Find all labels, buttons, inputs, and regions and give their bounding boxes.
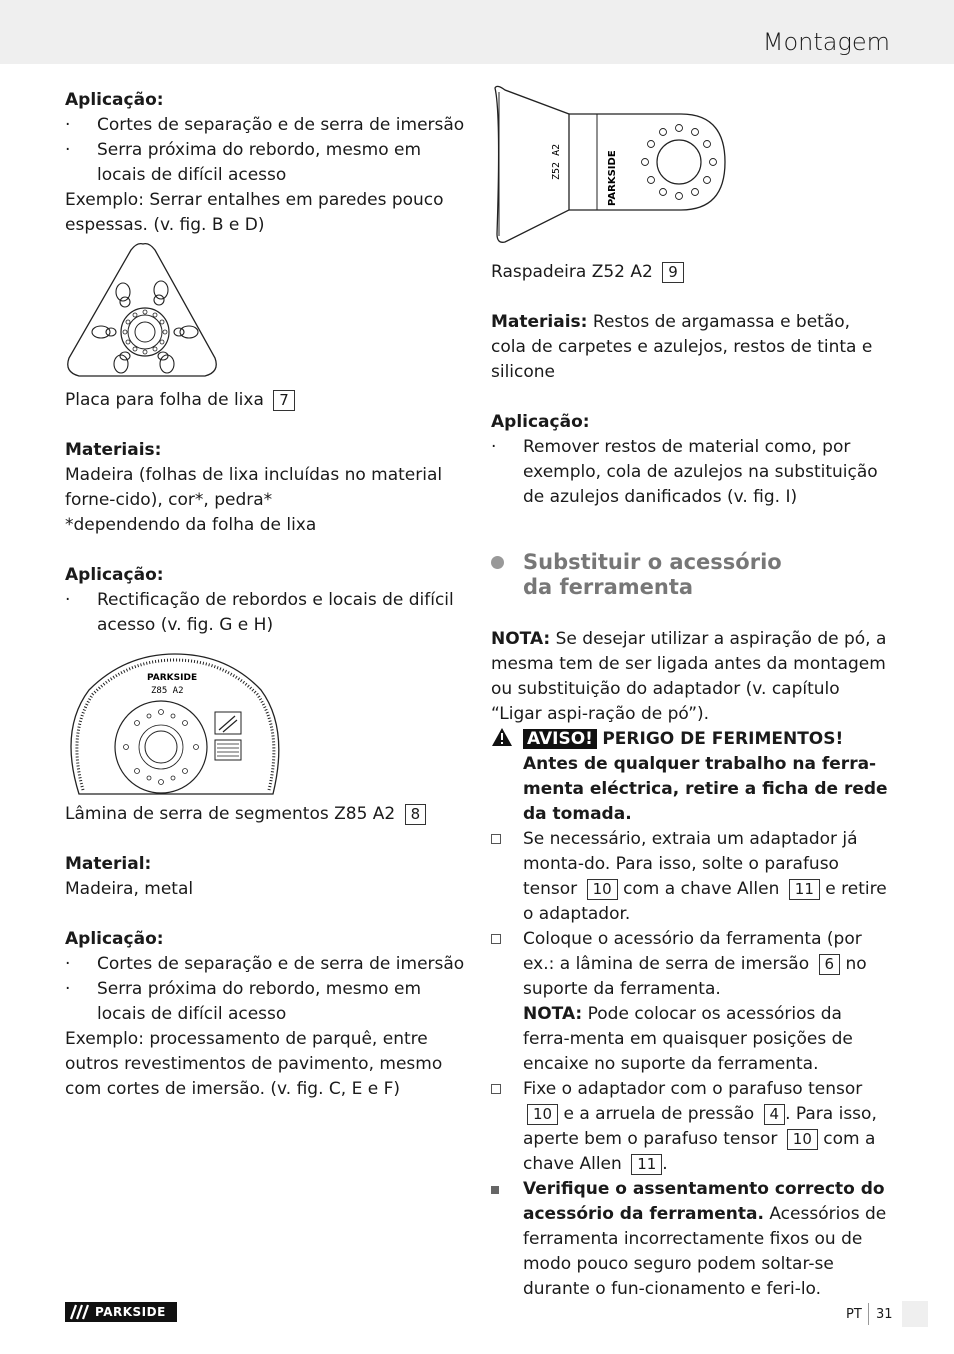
left-column [65,88,465,1102]
bullet-dot-icon [491,556,504,569]
figure-number: 9 [662,262,684,283]
footnote-text: *dependendo da folha de lixa [65,515,317,535]
heading-application-2: Aplicação: [65,565,164,585]
figure-caption-7: Placa para folha de lixa 7 [65,388,465,413]
page-title: Montagem [762,28,890,56]
right-column [491,84,889,1302]
sanding-plate-icon [65,240,225,388]
figure-caption-9: Raspadeira Z52 A2 9 [491,260,889,285]
heading-application-3: Aplicação: [65,929,164,949]
brand-logo: PARKSIDE [65,1302,177,1322]
list-item: · Cortes de separação e de serra de imersão [65,954,465,974]
figure-number: 7 [273,390,295,411]
list-item: Fixe o adaptador com o parafuso tensor 10 e a arruela de pressão 4 . Para isso, aperte bem o parafuso tensor 10 com a chave Allen 11 . [491,1077,889,1177]
example-text-1: Exemplo: Serrar entalhes em paredes pouco espessas. (v. fig. B e D) [65,190,444,235]
materials-paragraph: Materiais: Restos de argamassa e betão, cola de carpetes e azulejos, restos de tinta e silicone [491,312,873,382]
note-paragraph: NOTA: Se desejar utilizar a aspiração de pó, a mesma tem de ser ligada antes da montagem ou substituição do adaptador (v. capítulo “Ligar aspi-ração de pó”). [491,629,887,724]
figure-number: 8 [405,804,427,825]
list-item: · Rectificação de rebordos e locais de difícil acesso (v. fig. G e H) [65,590,454,635]
heading-material-3: Material: [65,854,152,874]
material-text-3: Madeira, metal [65,879,194,899]
list-item: Coloque o acessório da ferramenta (por ex.: a lâmina de serra de imersão 6 no suporte da ferramenta. NOTA: Pode colocar os acessórios da ferra-menta em quaisquer posições de encaixe no suporte da ferramenta. [491,927,889,1077]
checkbox-square-icon [491,834,501,844]
figure-segment-saw-blade [65,652,465,802]
page-header [0,0,954,64]
checkbox-square-icon [491,1084,501,1094]
list-item: · Remover restos de material como, por exemplo, cola de azulejos na substituição de azulejos danificados (v. fig. I) [491,437,878,507]
scraper-blade-icon [491,84,741,248]
blade-brand-label: PARKSIDE [147,673,198,683]
blade-model-label: Z85 A2 [151,686,184,696]
footer-tab [902,1301,928,1327]
footer-divider [868,1303,869,1325]
page-number: 31 [876,1307,893,1322]
heading-application: Aplicação: [491,412,590,432]
heading-application-1: Aplicação: [65,90,164,110]
warning-badge: AVISO! [523,729,597,749]
language-code: PT [846,1307,862,1322]
list-item: · Serra próxima do rebordo, mesmo em locais de difícil acesso [65,140,422,185]
figure-caption-8: Lâmina de serra de segmentos Z85 A2 8 [65,802,465,827]
figure-sanding-plate [65,240,465,388]
warning-block [491,727,889,827]
section-heading: Substituir o acessório da ferramenta [491,550,889,600]
list-item: Verifique o assentamento correcto do acessório da ferramenta. Acessórios de ferramenta incorrectamente fixos ou de modo pouco seguro podem soltar-se durante o fun-cionamento e feri-lo. [491,1177,889,1302]
brand-slashes-icon [69,1304,93,1320]
segment-saw-blade-icon [65,652,287,802]
warning-triangle-icon [491,727,513,755]
warning-text: PERIGO DE FERIMENTOS! Antes de qualquer trabalho na ferra-menta eléctrica, retire a ficha de rede da tomada. [523,729,888,824]
materials-text-2: Madeira (folhas de lixa incluídas no material forne-cido), cor*, pedra* [65,465,443,510]
example-text-3: Exemplo: processamento de parquê, entre outros revestimentos de pavimento, mesmo com cortes de imersão. (v. fig. C, E e F) [65,1029,443,1099]
list-item: · Cortes de separação e de serra de imersão [65,115,465,135]
heading-materials-2: Materiais: [65,440,162,460]
scraper-brand-label: PARKSIDE [607,150,618,206]
list-item: Se necessário, extraia um adaptador já monta-do. Para isso, solte o parafuso tensor 10 com a chave Allen 11 e retire o adaptador. [491,827,889,927]
checkbox-square-icon [491,934,501,944]
scraper-model-label: Z52 A2 [551,143,562,180]
figure-scraper [491,84,889,248]
list-item: · Serra próxima do rebordo, mesmo em locais de difícil acesso [65,979,422,1024]
filled-square-icon [491,1186,499,1194]
